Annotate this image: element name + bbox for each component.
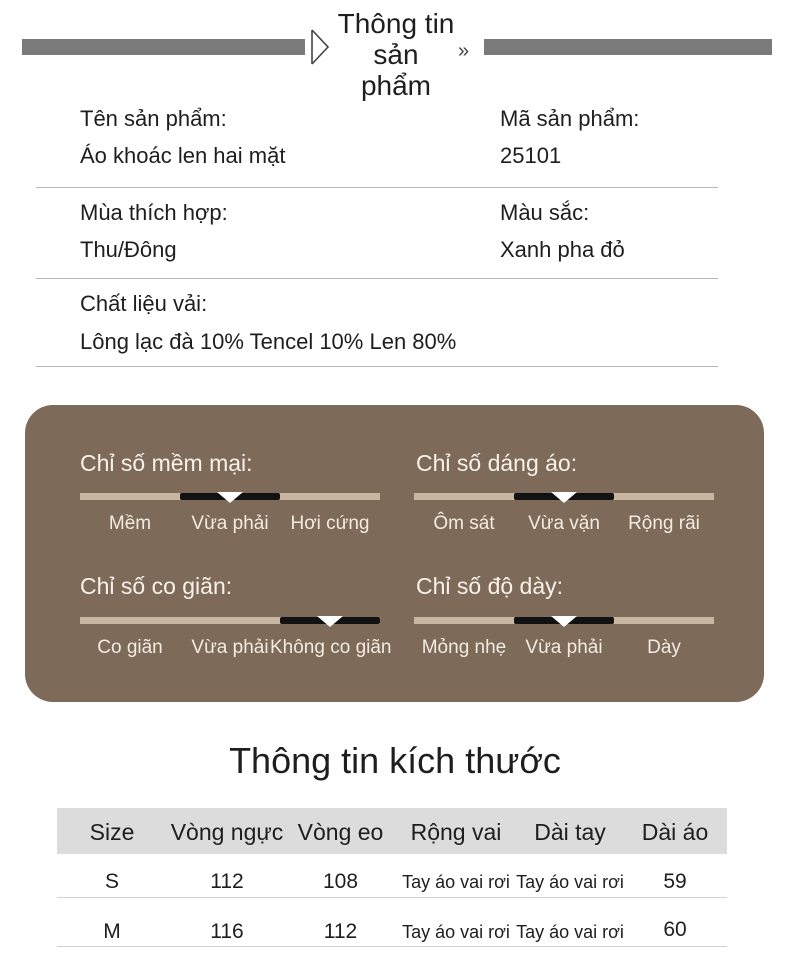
fit-index-label: Chỉ số dáng áo: [416, 450, 578, 476]
fit-index-scale [414, 493, 714, 500]
row-divider [57, 946, 727, 947]
table-cell: 59 [663, 870, 687, 893]
fabric-index-panel [25, 405, 764, 702]
thickness-option: Vừa phải [525, 637, 603, 658]
table-cell: 60 [663, 918, 687, 941]
column-header-size: Size [89, 819, 135, 845]
table-cell: Tay áo vai rơi [516, 922, 624, 942]
table-cell: S [104, 870, 119, 893]
stretch-index-label: Chỉ số co giãn: [80, 573, 233, 599]
softness-index-indicator [180, 493, 280, 500]
softness-option: Vừa phải [191, 513, 269, 534]
product-code-value: 25101 [500, 143, 562, 168]
thickness-index-scale [414, 617, 714, 624]
row-divider [57, 897, 727, 898]
color-value: Xanh pha đỏ [500, 237, 625, 262]
fit-option: Vừa vặn [528, 513, 600, 534]
thickness-index-indicator [514, 617, 614, 624]
thickness-option: Mỏng nhẹ [421, 637, 507, 658]
table-cell: Tay áo vai rơi [402, 922, 510, 942]
column-header-shoulder: Rộng vai [410, 819, 502, 845]
season-label: Mùa thích hợp: [80, 200, 228, 225]
divider [36, 278, 718, 279]
table-cell: 112 [210, 870, 244, 893]
softness-option: Mềm [108, 513, 152, 534]
thickness-option: Dày [647, 637, 681, 658]
header-bar-left [22, 39, 305, 55]
fit-option: Ôm sát [433, 513, 495, 534]
pointer-triangle-icon [551, 616, 577, 627]
section-title-product-info [336, 8, 456, 101]
stretch-index-scale [80, 617, 380, 624]
table-cell: Tay áo vai rơi [402, 872, 510, 892]
fit-index-indicator [514, 493, 614, 500]
header-bar-right [484, 39, 772, 55]
softness-index-label: Chỉ số mềm mại: [80, 450, 253, 476]
product-code-label: Mã sản phẩm: [500, 106, 640, 131]
pointer-triangle-icon [551, 492, 577, 503]
stretch-option: Không co giãn [270, 637, 392, 658]
table-cell: 116 [210, 920, 244, 943]
title-line-2: sản phẩm [360, 39, 432, 101]
chevron-right-icon [310, 28, 330, 66]
table-cell: Tay áo vai rơi [516, 872, 624, 892]
product-name-label: Tên sản phẩm: [80, 106, 227, 131]
divider [36, 187, 718, 188]
stretch-index-indicator [280, 617, 380, 624]
softness-index-scale [80, 493, 380, 500]
double-chevron-icon: » [458, 40, 470, 62]
column-header-length: Dài áo [641, 819, 709, 845]
season-value: Thu/Đông [80, 237, 177, 262]
softness-option: Hơi cứng [290, 513, 370, 534]
material-label: Chất liệu vải: [80, 291, 208, 316]
table-cell: 112 [323, 920, 358, 943]
table-cell: M [103, 920, 121, 943]
fit-option: Rộng rãi [628, 513, 700, 534]
thickness-index-label: Chỉ số độ dày: [416, 573, 564, 599]
stretch-option: Vừa phải [191, 637, 269, 658]
title-line-1: Thông tin [337, 8, 455, 39]
material-value: Lông lạc đà 10% Tencel 10% Len 80% [80, 329, 457, 354]
product-name-value: Áo khoác len hai mặt [80, 143, 286, 168]
column-header-sleeve: Dài tay [534, 819, 606, 845]
pointer-triangle-icon [317, 616, 343, 627]
size-info-title: Thông tin kích thước [229, 740, 561, 781]
pointer-triangle-icon [217, 492, 243, 503]
column-header-waist: Vòng eo [297, 819, 384, 845]
color-label: Màu sắc: [500, 200, 590, 225]
table-cell: 108 [322, 870, 359, 893]
divider [36, 366, 718, 367]
stretch-option: Co giãn [97, 637, 163, 658]
column-header-chest: Vòng ngực [170, 819, 284, 845]
